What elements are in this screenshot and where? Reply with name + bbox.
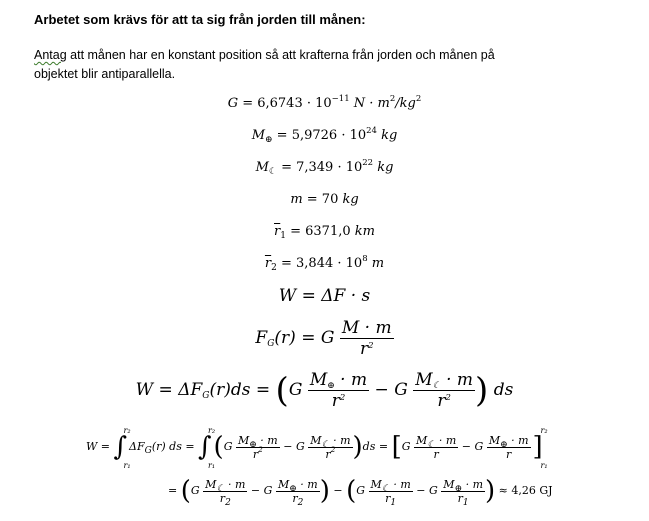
section-heading: Arbetet som krävs för att ta sig från jorden till månen: bbox=[34, 12, 366, 27]
intro-line-1: att månen har en konstant position så att krafterna från jorden och månen på bbox=[66, 48, 495, 62]
equation-object-mass: m = 70 kg bbox=[290, 192, 359, 207]
evaluation-bracket: ] r₂ r₁ bbox=[532, 426, 548, 470]
spellcheck-word: Antag bbox=[34, 48, 67, 62]
equation-final-result: = (G $\frac{M_☾ \cdot m}{r_2}$ − G $\frac{M_\oplus \cdot m}{r_2}$ ) − (G $\frac{M_☾ \cdot m}{r_1}$ − G $\frac{M_\oplus \cdot m}{r_1}$ ) ≈ 4,26 GJ bbox=[168, 476, 553, 508]
equation-work-integrand: $W = \Delta F_G(r)ds = (G$ $\frac{M_\oplus \cdot m}{r^2}$ − G $\frac{M_☾ \cdot m}{r^2}$ ) ds bbox=[135, 370, 514, 411]
intro-line-2: objektet blir antiparallella. bbox=[34, 67, 176, 81]
equation-integral-evaluation: W = ∫ r₂ r₁ $\Delta F_G(r)$ ds = ∫ r₂ r₁ (G $\frac{M_\oplus \cdot m}{r^2}$ − G $\frac{M_☾ \cdot m}{r^2}$ )ds = [G $\frac{M_☾ \cdot m}{r}$ − G $\frac{M_\oplus \cdot m}{r}$ ] r₂ r₁ bbox=[86, 426, 548, 470]
equation-moon-mass: $M_☾ = 7,349 \cdot 10^{22}$ kg bbox=[255, 158, 394, 177]
equation-gravitational-constant: $G = 6,6743 \cdot 10^{-11}$ $N \cdot m^2/kg^2$ bbox=[227, 94, 422, 111]
integral-sign: ∫ r₂ r₁ bbox=[198, 426, 216, 470]
integral-sign: ∫ r₂ r₁ bbox=[113, 426, 131, 470]
intro-paragraph bbox=[34, 46, 594, 84]
equation-work-definition: W = ΔF · s bbox=[278, 286, 371, 306]
equation-moon-distance: $\overline{r}_2 = 3,844 \cdot 10^8$ m bbox=[264, 254, 385, 273]
equation-gravity-force: $F_G(r) = G$ $\frac{M \cdot m}{r^2}$ bbox=[255, 318, 392, 359]
final-value: ≈ 4,26 GJ bbox=[495, 484, 553, 497]
equation-earth-mass: $M_\oplus = 5,9726 \cdot 10^{24}$ kg bbox=[251, 126, 398, 145]
force-fraction: $\frac{M \cdot m}{r^2}$ bbox=[341, 318, 392, 359]
equation-earth-radius: $\overline{r}_1 = 6371,0$ km bbox=[274, 224, 375, 241]
